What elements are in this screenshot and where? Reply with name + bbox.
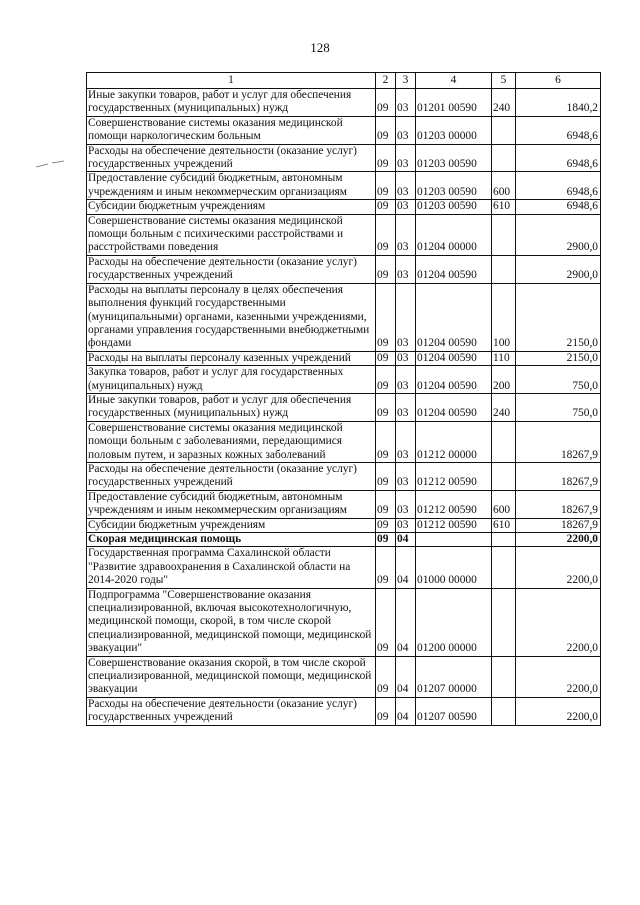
row-target-article-cell: 01212 00590 [416, 518, 492, 532]
table-row [87, 89, 601, 117]
row-expense-type-cell [492, 588, 516, 656]
row-amount-cell: 18267,9 [516, 421, 601, 462]
row-expense-type-cell: 200 [492, 366, 516, 394]
row-subsection-cell: 04 [396, 533, 416, 547]
row-expense-type-cell: 610 [492, 200, 516, 214]
table-row [87, 283, 601, 351]
table-row [87, 116, 601, 144]
row-subsection-cell: 03 [396, 366, 416, 394]
header-col-6: 6 [516, 73, 601, 89]
row-subsection-cell: 03 [396, 393, 416, 421]
row-subsection-cell: 03 [396, 351, 416, 365]
row-expense-type-cell [492, 533, 516, 547]
row-expense-type-cell [492, 214, 516, 255]
row-target-article-cell: 01203 00590 [416, 200, 492, 214]
row-amount-cell: 2200,0 [516, 656, 601, 697]
row-name-cell: Совершенствование оказания скорой, в том числе скорой специализированной, медицинской помощи, медицинской эвакуации [87, 656, 376, 697]
row-amount-cell: 750,0 [516, 393, 601, 421]
row-target-article-cell: 01212 00590 [416, 490, 492, 518]
row-name-cell: Скорая медицинская помощь [87, 533, 376, 547]
row-expense-type-cell: 600 [492, 490, 516, 518]
row-section-cell: 09 [376, 200, 396, 214]
row-expense-type-cell [492, 255, 516, 283]
header-col-3: 3 [396, 73, 416, 89]
header-col-2: 2 [376, 73, 396, 89]
row-name-cell: Расходы на выплаты персоналу казенных учреждений [87, 351, 376, 365]
row-section-cell: 09 [376, 697, 396, 725]
table-row [87, 366, 601, 394]
table-row [87, 697, 601, 725]
budget-table-body [87, 73, 601, 726]
table-row [87, 393, 601, 421]
row-name-cell: Субсидии бюджетным учреждениям [87, 200, 376, 214]
row-amount-cell: 1840,2 [516, 89, 601, 117]
row-expense-type-cell [492, 462, 516, 490]
row-subsection-cell: 03 [396, 421, 416, 462]
row-name-cell: Расходы на обеспечение деятельности (оказание услуг) государственных учреждений [87, 144, 376, 172]
row-expense-type-cell [492, 656, 516, 697]
table-row [87, 656, 601, 697]
table-row [87, 490, 601, 518]
row-name-cell: Подпрограмма "Совершенствование оказания специализированной, включая высокотехнологичную, медицинской помощи, скорой, в том числе скорой специализированной, медицинской помощи, медицинской эвакуации" [87, 588, 376, 656]
row-amount-cell: 2150,0 [516, 283, 601, 351]
row-expense-type-cell [492, 116, 516, 144]
row-amount-cell: 6948,6 [516, 172, 601, 200]
row-target-article-cell: 01207 00590 [416, 697, 492, 725]
row-target-article-cell: 01000 00000 [416, 547, 492, 588]
row-target-article-cell [416, 533, 492, 547]
row-expense-type-cell [492, 144, 516, 172]
row-amount-cell: 2200,0 [516, 533, 601, 547]
row-target-article-cell: 01204 00590 [416, 393, 492, 421]
scan-artifact-mark [34, 157, 74, 171]
row-amount-cell: 18267,9 [516, 490, 601, 518]
row-section-cell: 09 [376, 547, 396, 588]
row-section-cell: 09 [376, 172, 396, 200]
table-row [87, 200, 601, 214]
row-amount-cell: 6948,6 [516, 116, 601, 144]
table-row [87, 547, 601, 588]
row-amount-cell: 6948,6 [516, 144, 601, 172]
row-target-article-cell: 01212 00590 [416, 462, 492, 490]
row-target-article-cell: 01204 00590 [416, 283, 492, 351]
row-name-cell: Расходы на обеспечение деятельности (оказание услуг) государственных учреждений [87, 255, 376, 283]
row-subsection-cell: 04 [396, 697, 416, 725]
row-name-cell: Государственная программа Сахалинской области "Развитие здравоохранения в Сахалинской области на 2014-2020 годы" [87, 547, 376, 588]
row-section-cell: 09 [376, 656, 396, 697]
row-expense-type-cell: 240 [492, 89, 516, 117]
row-amount-cell: 2150,0 [516, 351, 601, 365]
row-amount-cell: 2200,0 [516, 588, 601, 656]
row-name-cell: Расходы на обеспечение деятельности (оказание услуг) государственных учреждений [87, 697, 376, 725]
row-expense-type-cell [492, 697, 516, 725]
row-target-article-cell: 01201 00590 [416, 89, 492, 117]
row-amount-cell: 2900,0 [516, 255, 601, 283]
header-col-1: 1 [87, 73, 376, 89]
row-subsection-cell: 03 [396, 116, 416, 144]
row-section-cell: 09 [376, 518, 396, 532]
table-row [87, 533, 601, 547]
row-amount-cell: 2900,0 [516, 214, 601, 255]
row-section-cell: 09 [376, 490, 396, 518]
table-row [87, 214, 601, 255]
row-section-cell: 09 [376, 144, 396, 172]
table-header-row [87, 73, 601, 89]
row-section-cell: 09 [376, 214, 396, 255]
row-target-article-cell: 01207 00000 [416, 656, 492, 697]
row-subsection-cell: 03 [396, 283, 416, 351]
row-section-cell: 09 [376, 588, 396, 656]
row-section-cell: 09 [376, 366, 396, 394]
row-target-article-cell: 01204 00590 [416, 255, 492, 283]
row-section-cell: 09 [376, 283, 396, 351]
row-expense-type-cell: 240 [492, 393, 516, 421]
row-section-cell: 09 [376, 393, 396, 421]
row-subsection-cell: 03 [396, 255, 416, 283]
row-target-article-cell: 01203 00590 [416, 172, 492, 200]
row-expense-type-cell: 600 [492, 172, 516, 200]
row-subsection-cell: 03 [396, 89, 416, 117]
header-col-4: 4 [416, 73, 492, 89]
row-target-article-cell: 01200 00000 [416, 588, 492, 656]
row-amount-cell: 750,0 [516, 366, 601, 394]
row-section-cell: 09 [376, 351, 396, 365]
row-subsection-cell: 03 [396, 490, 416, 518]
table-row [87, 172, 601, 200]
row-target-article-cell: 01203 00000 [416, 116, 492, 144]
row-name-cell: Предоставление субсидий бюджетным, автономным учреждениям и иным некоммерческим организациям [87, 490, 376, 518]
row-amount-cell: 18267,9 [516, 518, 601, 532]
table-row [87, 255, 601, 283]
table-row [87, 462, 601, 490]
row-section-cell: 09 [376, 116, 396, 144]
row-subsection-cell: 03 [396, 462, 416, 490]
row-target-article-cell: 01204 00590 [416, 366, 492, 394]
row-subsection-cell: 04 [396, 588, 416, 656]
row-expense-type-cell [492, 547, 516, 588]
row-expense-type-cell: 110 [492, 351, 516, 365]
row-section-cell: 09 [376, 255, 396, 283]
table-row [87, 518, 601, 532]
row-name-cell: Совершенствование системы оказания медицинской помощи больным с психическими расстройствами и расстройствами поведения [87, 214, 376, 255]
row-subsection-cell: 03 [396, 172, 416, 200]
row-subsection-cell: 03 [396, 200, 416, 214]
row-name-cell: Иные закупки товаров, работ и услуг для обеспечения государственных (муниципальных) нужд [87, 89, 376, 117]
row-name-cell: Совершенствование системы оказания медицинской помощи наркологическим больным [87, 116, 376, 144]
header-col-5: 5 [492, 73, 516, 89]
row-section-cell: 09 [376, 421, 396, 462]
row-amount-cell: 6948,6 [516, 200, 601, 214]
table-row [87, 144, 601, 172]
row-expense-type-cell: 100 [492, 283, 516, 351]
row-subsection-cell: 03 [396, 144, 416, 172]
row-subsection-cell: 04 [396, 656, 416, 697]
row-expense-type-cell [492, 421, 516, 462]
row-subsection-cell: 04 [396, 547, 416, 588]
row-name-cell: Расходы на обеспечение деятельности (оказание услуг) государственных учреждений [87, 462, 376, 490]
row-name-cell: Закупка товаров, работ и услуг для государственных (муниципальных) нужд [87, 366, 376, 394]
row-section-cell: 09 [376, 533, 396, 547]
row-target-article-cell: 01204 00000 [416, 214, 492, 255]
row-amount-cell: 2200,0 [516, 697, 601, 725]
row-target-article-cell: 01212 00000 [416, 421, 492, 462]
row-amount-cell: 18267,9 [516, 462, 601, 490]
row-name-cell: Субсидии бюджетным учреждениям [87, 518, 376, 532]
row-section-cell: 09 [376, 462, 396, 490]
budget-table [86, 72, 601, 726]
row-target-article-cell: 01204 00590 [416, 351, 492, 365]
row-amount-cell: 2200,0 [516, 547, 601, 588]
row-name-cell: Расходы на выплаты персоналу в целях обеспечения выполнения функций государственными (муниципальными) органами, казенными учреждениями, органами управления государственными внебюджетными фондами [87, 283, 376, 351]
row-subsection-cell: 03 [396, 214, 416, 255]
row-section-cell: 09 [376, 89, 396, 117]
row-name-cell: Совершенствование системы оказания медицинской помощи больным с заболеваниями, передающимися половым путем, и заразных кожных заболеваний [87, 421, 376, 462]
table-row [87, 421, 601, 462]
table-row [87, 588, 601, 656]
row-name-cell: Иные закупки товаров, работ и услуг для обеспечения государственных (муниципальных) нужд [87, 393, 376, 421]
table-row [87, 351, 601, 365]
row-target-article-cell: 01203 00590 [416, 144, 492, 172]
row-expense-type-cell: 610 [492, 518, 516, 532]
row-name-cell: Предоставление субсидий бюджетным, автономным учреждениям и иным некоммерческим организациям [87, 172, 376, 200]
row-subsection-cell: 03 [396, 518, 416, 532]
page-number: 128 [310, 40, 330, 55]
